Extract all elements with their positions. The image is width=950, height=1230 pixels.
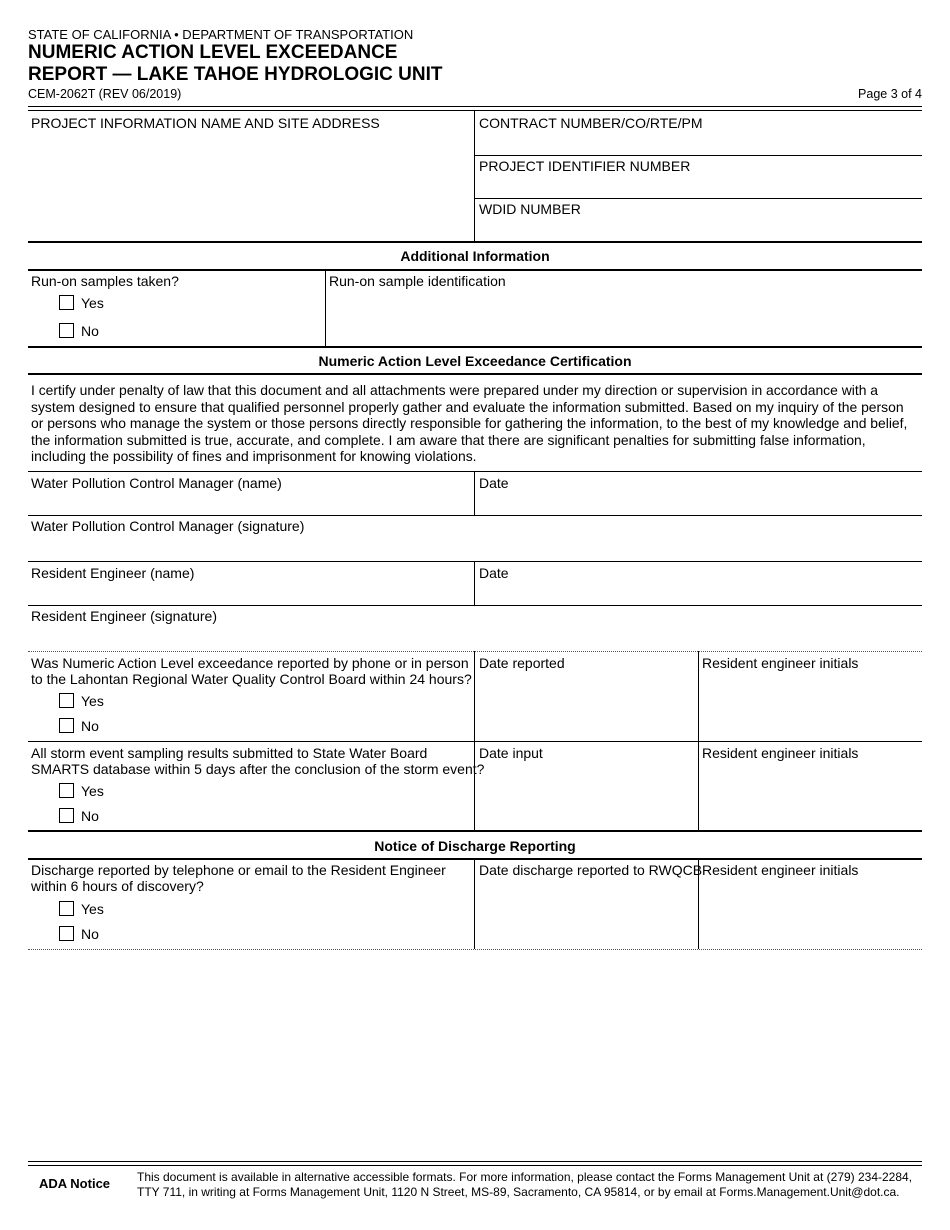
divider	[28, 651, 922, 652]
divider	[28, 830, 922, 832]
discharge-date-field[interactable]	[476, 881, 696, 947]
form-title-line1: NUMERIC ACTION LEVEL EXCEEDANCE	[28, 42, 398, 63]
divider	[28, 949, 922, 950]
divider	[474, 110, 475, 242]
wdid-number-label: WDID NUMBER	[479, 201, 581, 217]
re-signature-field[interactable]	[29, 627, 922, 649]
divider	[28, 1165, 922, 1166]
agency-line: STATE OF CALIFORNIA • DEPARTMENT OF TRANSPORTATION	[28, 27, 414, 42]
divider	[475, 198, 922, 199]
nal-phone-question-line2: to the Lahontan Regional Water Quality Control Board within 24 hours?	[31, 671, 472, 687]
divider	[325, 270, 326, 347]
smarts-question-line1: All storm event sampling results submitted to State Water Board	[31, 745, 428, 761]
nal-phone-initials-field[interactable]	[700, 674, 922, 738]
smarts-yes-checkbox[interactable]	[59, 783, 74, 798]
ada-notice-label: ADA Notice	[39, 1176, 111, 1191]
wpcm-date-field[interactable]	[476, 494, 922, 514]
wpcm-signature-label: Water Pollution Control Manager (signature)	[31, 518, 305, 534]
project-name-address-label: PROJECT INFORMATION NAME AND SITE ADDRESS	[31, 115, 380, 131]
nal-phone-yes-checkbox[interactable]	[59, 693, 74, 708]
form-number: CEM-2062T (REV 06/2019)	[28, 87, 182, 101]
re-signature-label: Resident Engineer (signature)	[31, 608, 217, 624]
contract-number-field[interactable]	[476, 134, 922, 154]
discharge-no-label: No	[81, 926, 99, 942]
project-identifier-label: PROJECT IDENTIFIER NUMBER	[479, 158, 691, 174]
re-name-label: Resident Engineer (name)	[31, 565, 195, 581]
smarts-initials-label: Resident engineer initials	[702, 745, 859, 761]
divider	[475, 155, 922, 156]
date-reported-field[interactable]	[476, 674, 696, 738]
nal-phone-no-label: No	[81, 718, 99, 734]
runon-id-field[interactable]	[327, 292, 922, 345]
divider	[28, 471, 922, 472]
date-reported-label: Date reported	[479, 655, 565, 671]
runon-yes-label: Yes	[81, 295, 104, 311]
runon-no-checkbox[interactable]	[59, 323, 74, 338]
form-title-line2: REPORT — LAKE TAHOE HYDROLOGIC UNIT	[28, 64, 443, 85]
certification-text: I certify under penalty of law that this document and all attachments were prepared under my direction or supervision in accordance with a system designed to ensure that qualified personnel properly gather and evaluate the information submitted. Based on my inquiry of the person or persons who manage the system or those persons directly responsible for gathering the information, to the best of my knowledge and belief, the information submitted is true, accurate, and complete. I am aware that there are significant penalties for submitting false information, including the possibility of fines and imprisonment for knowing violations.	[31, 382, 908, 465]
smarts-no-label: No	[81, 808, 99, 824]
date-input-field[interactable]	[476, 764, 696, 828]
nal-phone-yes-label: Yes	[81, 693, 104, 709]
divider	[28, 1161, 922, 1162]
divider	[28, 515, 922, 516]
smarts-no-checkbox[interactable]	[59, 808, 74, 823]
divider	[28, 373, 922, 375]
divider	[28, 110, 922, 111]
discharge-heading: Notice of Discharge Reporting	[374, 838, 576, 854]
smarts-yes-label: Yes	[81, 783, 104, 799]
divider	[28, 858, 922, 860]
divider	[28, 605, 922, 606]
wpcm-date-label: Date	[479, 475, 509, 491]
wdid-number-field[interactable]	[476, 220, 922, 240]
wpcm-name-label: Water Pollution Control Manager (name)	[31, 475, 282, 491]
divider	[28, 561, 922, 562]
smarts-initials-field[interactable]	[700, 764, 922, 828]
smarts-question-line2: SMARTS database within 5 days after the conclusion of the storm event?	[31, 761, 485, 777]
divider	[28, 106, 922, 107]
runon-no-label: No	[81, 323, 99, 339]
wpcm-signature-field[interactable]	[29, 537, 922, 559]
discharge-initials-label: Resident engineer initials	[702, 862, 859, 878]
page-number: Page 3 of 4	[858, 87, 922, 101]
project-identifier-field[interactable]	[476, 177, 922, 197]
nal-phone-no-checkbox[interactable]	[59, 718, 74, 733]
divider	[474, 471, 475, 515]
re-date-field[interactable]	[476, 584, 922, 604]
ada-notice-line2: TTY 711, in writing at Forms Management Unit, 1120 N Street, MS-89, Sacramento, CA 95814, or by email at Forms.Management.Unit@dot.ca.	[137, 1185, 900, 1199]
runon-yes-checkbox[interactable]	[59, 295, 74, 310]
certification-heading: Numeric Action Level Exceedance Certification	[318, 353, 632, 369]
divider	[28, 741, 922, 742]
runon-id-label: Run-on sample identification	[329, 273, 506, 289]
runon-question: Run-on samples taken?	[31, 273, 179, 289]
re-name-field[interactable]	[29, 584, 472, 604]
nal-phone-initials-label: Resident engineer initials	[702, 655, 859, 671]
discharge-date-label: Date discharge reported to RWQCB	[479, 862, 703, 878]
discharge-question-line2: within 6 hours of discovery?	[31, 878, 204, 894]
contract-number-label: CONTRACT NUMBER/CO/RTE/PM	[479, 115, 703, 131]
nal-phone-question-line1: Was Numeric Action Level exceedance reported by phone or in person	[31, 655, 469, 671]
divider	[28, 269, 922, 271]
discharge-yes-label: Yes	[81, 901, 104, 917]
additional-info-heading: Additional Information	[400, 248, 550, 264]
wpcm-name-field[interactable]	[29, 494, 472, 514]
divider	[28, 346, 922, 348]
re-date-label: Date	[479, 565, 509, 581]
divider	[28, 241, 922, 243]
discharge-no-checkbox[interactable]	[59, 926, 74, 941]
divider	[474, 859, 475, 949]
project-name-address-field[interactable]	[29, 134, 472, 240]
divider	[474, 561, 475, 605]
ada-notice-line1: This document is available in alternative accessible formats. For more information, please contact the Forms Management Unit at (279) 234-2284,	[137, 1170, 913, 1184]
discharge-yes-checkbox[interactable]	[59, 901, 74, 916]
discharge-initials-field[interactable]	[700, 881, 922, 947]
date-input-label: Date input	[479, 745, 543, 761]
discharge-question-line1: Discharge reported by telephone or email to the Resident Engineer	[31, 862, 446, 878]
